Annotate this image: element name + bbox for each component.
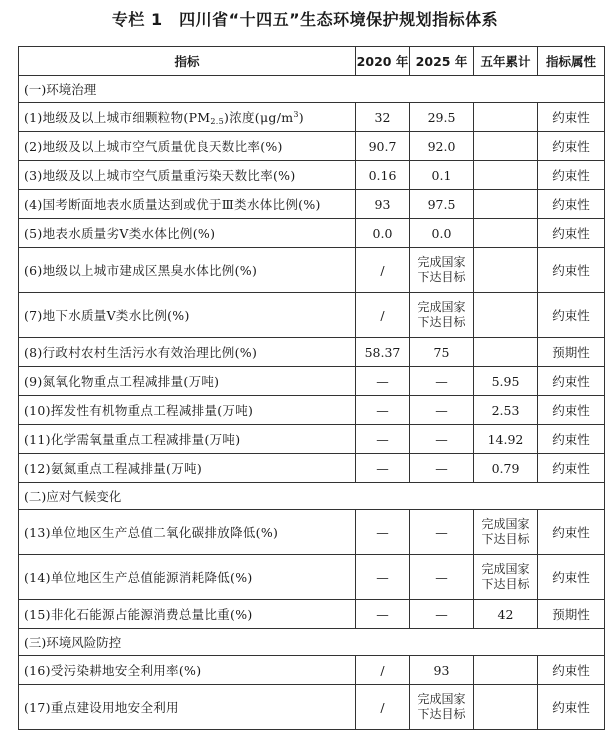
value-attribute: 约束性 xyxy=(538,190,605,219)
value-2025: — xyxy=(410,425,474,454)
value-2025: — xyxy=(410,600,474,629)
indicator-name: (12)氨氮重点工程减排量(万吨) xyxy=(19,454,356,483)
table-row xyxy=(19,161,605,190)
value-cumulative: 2.53 xyxy=(474,396,538,425)
table-row xyxy=(19,685,605,730)
indicator-name: (14)单位地区生产总值能源消耗降低(%) xyxy=(19,555,356,600)
indicator-name: (10)挥发性有机物重点工程减排量(万吨) xyxy=(19,396,356,425)
table-row xyxy=(19,454,605,483)
section-label: (一)环境治理 xyxy=(19,76,605,103)
value-2025: 92.0 xyxy=(410,132,474,161)
value-2020: / xyxy=(356,685,410,730)
section-label: (三)环境风险防控 xyxy=(19,629,605,656)
table-row xyxy=(19,600,605,629)
value-attribute: 约束性 xyxy=(538,510,605,555)
header-cumulative: 五年累计 xyxy=(474,47,538,76)
value-attribute: 约束性 xyxy=(538,161,605,190)
value-attribute: 约束性 xyxy=(538,293,605,338)
indicator-name: (11)化学需氧量重点工程减排量(万吨) xyxy=(19,425,356,454)
indicator-name: (6)地级以上城市建成区黑臭水体比例(%) xyxy=(19,248,356,293)
header-2025: 2025 年 xyxy=(410,47,474,76)
value-2025: — xyxy=(410,396,474,425)
value-cumulative: 14.92 xyxy=(474,425,538,454)
table-title: 专栏 1 四川省“十四五”生态环境保护规划指标体系 xyxy=(111,9,499,29)
value-attribute: 约束性 xyxy=(538,425,605,454)
indicator-name: (5)地表水质量劣Ⅴ类水体比例(%) xyxy=(19,219,356,248)
table-row xyxy=(19,190,605,219)
value-cumulative: 5.95 xyxy=(474,367,538,396)
section-label: (二)应对气候变化 xyxy=(19,483,605,510)
table-row xyxy=(19,132,605,161)
value-attribute: 预期性 xyxy=(538,338,605,367)
value-2020: 32 xyxy=(356,103,410,132)
value-attribute: 约束性 xyxy=(538,367,605,396)
header-indicator: 指标 xyxy=(19,47,356,76)
indicator-name: (1)地级及以上城市细颗粒物$(PM_{2.5})$浓度$(\mu g/m^3)$ xyxy=(19,103,356,132)
value-2020: — xyxy=(356,510,410,555)
value-2025: 75 xyxy=(410,338,474,367)
indicator-name: (4)国考断面地表水质量达到或优于Ⅲ类水体比例(%) xyxy=(19,190,356,219)
value-attribute: 约束性 xyxy=(538,656,605,685)
value-2025: 完成国家 下达目标 xyxy=(410,293,474,338)
value-2020: — xyxy=(356,555,410,600)
value-cumulative: 42 xyxy=(474,600,538,629)
table-row xyxy=(19,338,605,367)
value-2020: / xyxy=(356,656,410,685)
indicator-name: (15)非化石能源占能源消费总量比重(%) xyxy=(19,600,356,629)
indicator-name: (9)氮氧化物重点工程减排量(万吨) xyxy=(19,367,356,396)
value-attribute: 约束性 xyxy=(538,396,605,425)
value-2025: 93 xyxy=(410,656,474,685)
indicator-name: (17)重点建设用地安全利用 xyxy=(19,685,356,730)
value-cumulative xyxy=(474,103,538,132)
table-row xyxy=(19,248,605,293)
value-2020: 0.0 xyxy=(356,219,410,248)
value-attribute: 约束性 xyxy=(538,454,605,483)
indicator-name: (16)受污染耕地安全利用率(%) xyxy=(19,656,356,685)
value-attribute: 约束性 xyxy=(538,132,605,161)
table-row xyxy=(19,396,605,425)
header-row xyxy=(19,47,605,76)
value-cumulative xyxy=(474,161,538,190)
indicator-name: (3)地级及以上城市空气质量重污染天数比率(%) xyxy=(19,161,356,190)
value-2025: — xyxy=(410,454,474,483)
table-row xyxy=(19,293,605,338)
value-cumulative xyxy=(474,656,538,685)
value-2025: 29.5 xyxy=(410,103,474,132)
value-2020: 93 xyxy=(356,190,410,219)
table-row xyxy=(19,367,605,396)
indicator-name: (7)地下水质量Ⅴ类水比例(%) xyxy=(19,293,356,338)
value-cumulative: 完成国家 下达目标 xyxy=(474,555,538,600)
value-cumulative xyxy=(474,338,538,367)
header-attribute: 指标属性 xyxy=(538,47,605,76)
table-row xyxy=(19,555,605,600)
section-row xyxy=(19,483,605,510)
value-2020: 58.37 xyxy=(356,338,410,367)
value-2020: — xyxy=(356,454,410,483)
value-2020: 0.16 xyxy=(356,161,410,190)
value-2025: 完成国家 下达目标 xyxy=(410,248,474,293)
value-cumulative xyxy=(474,219,538,248)
value-cumulative xyxy=(474,248,538,293)
value-2025: 0.1 xyxy=(410,161,474,190)
indicator-name: (13)单位地区生产总值二氧化碳排放降低(%) xyxy=(19,510,356,555)
value-attribute: 约束性 xyxy=(538,219,605,248)
value-cumulative: 完成国家 下达目标 xyxy=(474,510,538,555)
value-cumulative xyxy=(474,132,538,161)
value-2020: — xyxy=(356,367,410,396)
value-2025: — xyxy=(410,367,474,396)
value-2025: — xyxy=(410,555,474,600)
table-row xyxy=(19,103,605,132)
indicator-table xyxy=(18,46,605,730)
value-cumulative xyxy=(474,190,538,219)
header-2020: 2020 年 xyxy=(356,47,410,76)
indicator-name: (8)行政村农村生活污水有效治理比例(%) xyxy=(19,338,356,367)
value-cumulative xyxy=(474,685,538,730)
value-2020: — xyxy=(356,600,410,629)
value-2025: — xyxy=(410,510,474,555)
value-cumulative xyxy=(474,293,538,338)
value-2025: 97.5 xyxy=(410,190,474,219)
value-attribute: 预期性 xyxy=(538,600,605,629)
value-2020: — xyxy=(356,425,410,454)
table-row xyxy=(19,510,605,555)
value-attribute: 约束性 xyxy=(538,555,605,600)
value-2020: 90.7 xyxy=(356,132,410,161)
value-2025: 0.0 xyxy=(410,219,474,248)
value-2020: — xyxy=(356,396,410,425)
value-attribute: 约束性 xyxy=(538,248,605,293)
value-attribute: 约束性 xyxy=(538,685,605,730)
value-2025: 完成国家 下达目标 xyxy=(410,685,474,730)
table-row xyxy=(19,425,605,454)
table-row xyxy=(19,219,605,248)
value-2020: / xyxy=(356,248,410,293)
section-row xyxy=(19,629,605,656)
value-attribute: 约束性 xyxy=(538,103,605,132)
indicator-name: (2)地级及以上城市空气质量优良天数比率(%) xyxy=(19,132,356,161)
table-row xyxy=(19,656,605,685)
section-row xyxy=(19,76,605,103)
value-cumulative: 0.79 xyxy=(474,454,538,483)
value-2020: / xyxy=(356,293,410,338)
